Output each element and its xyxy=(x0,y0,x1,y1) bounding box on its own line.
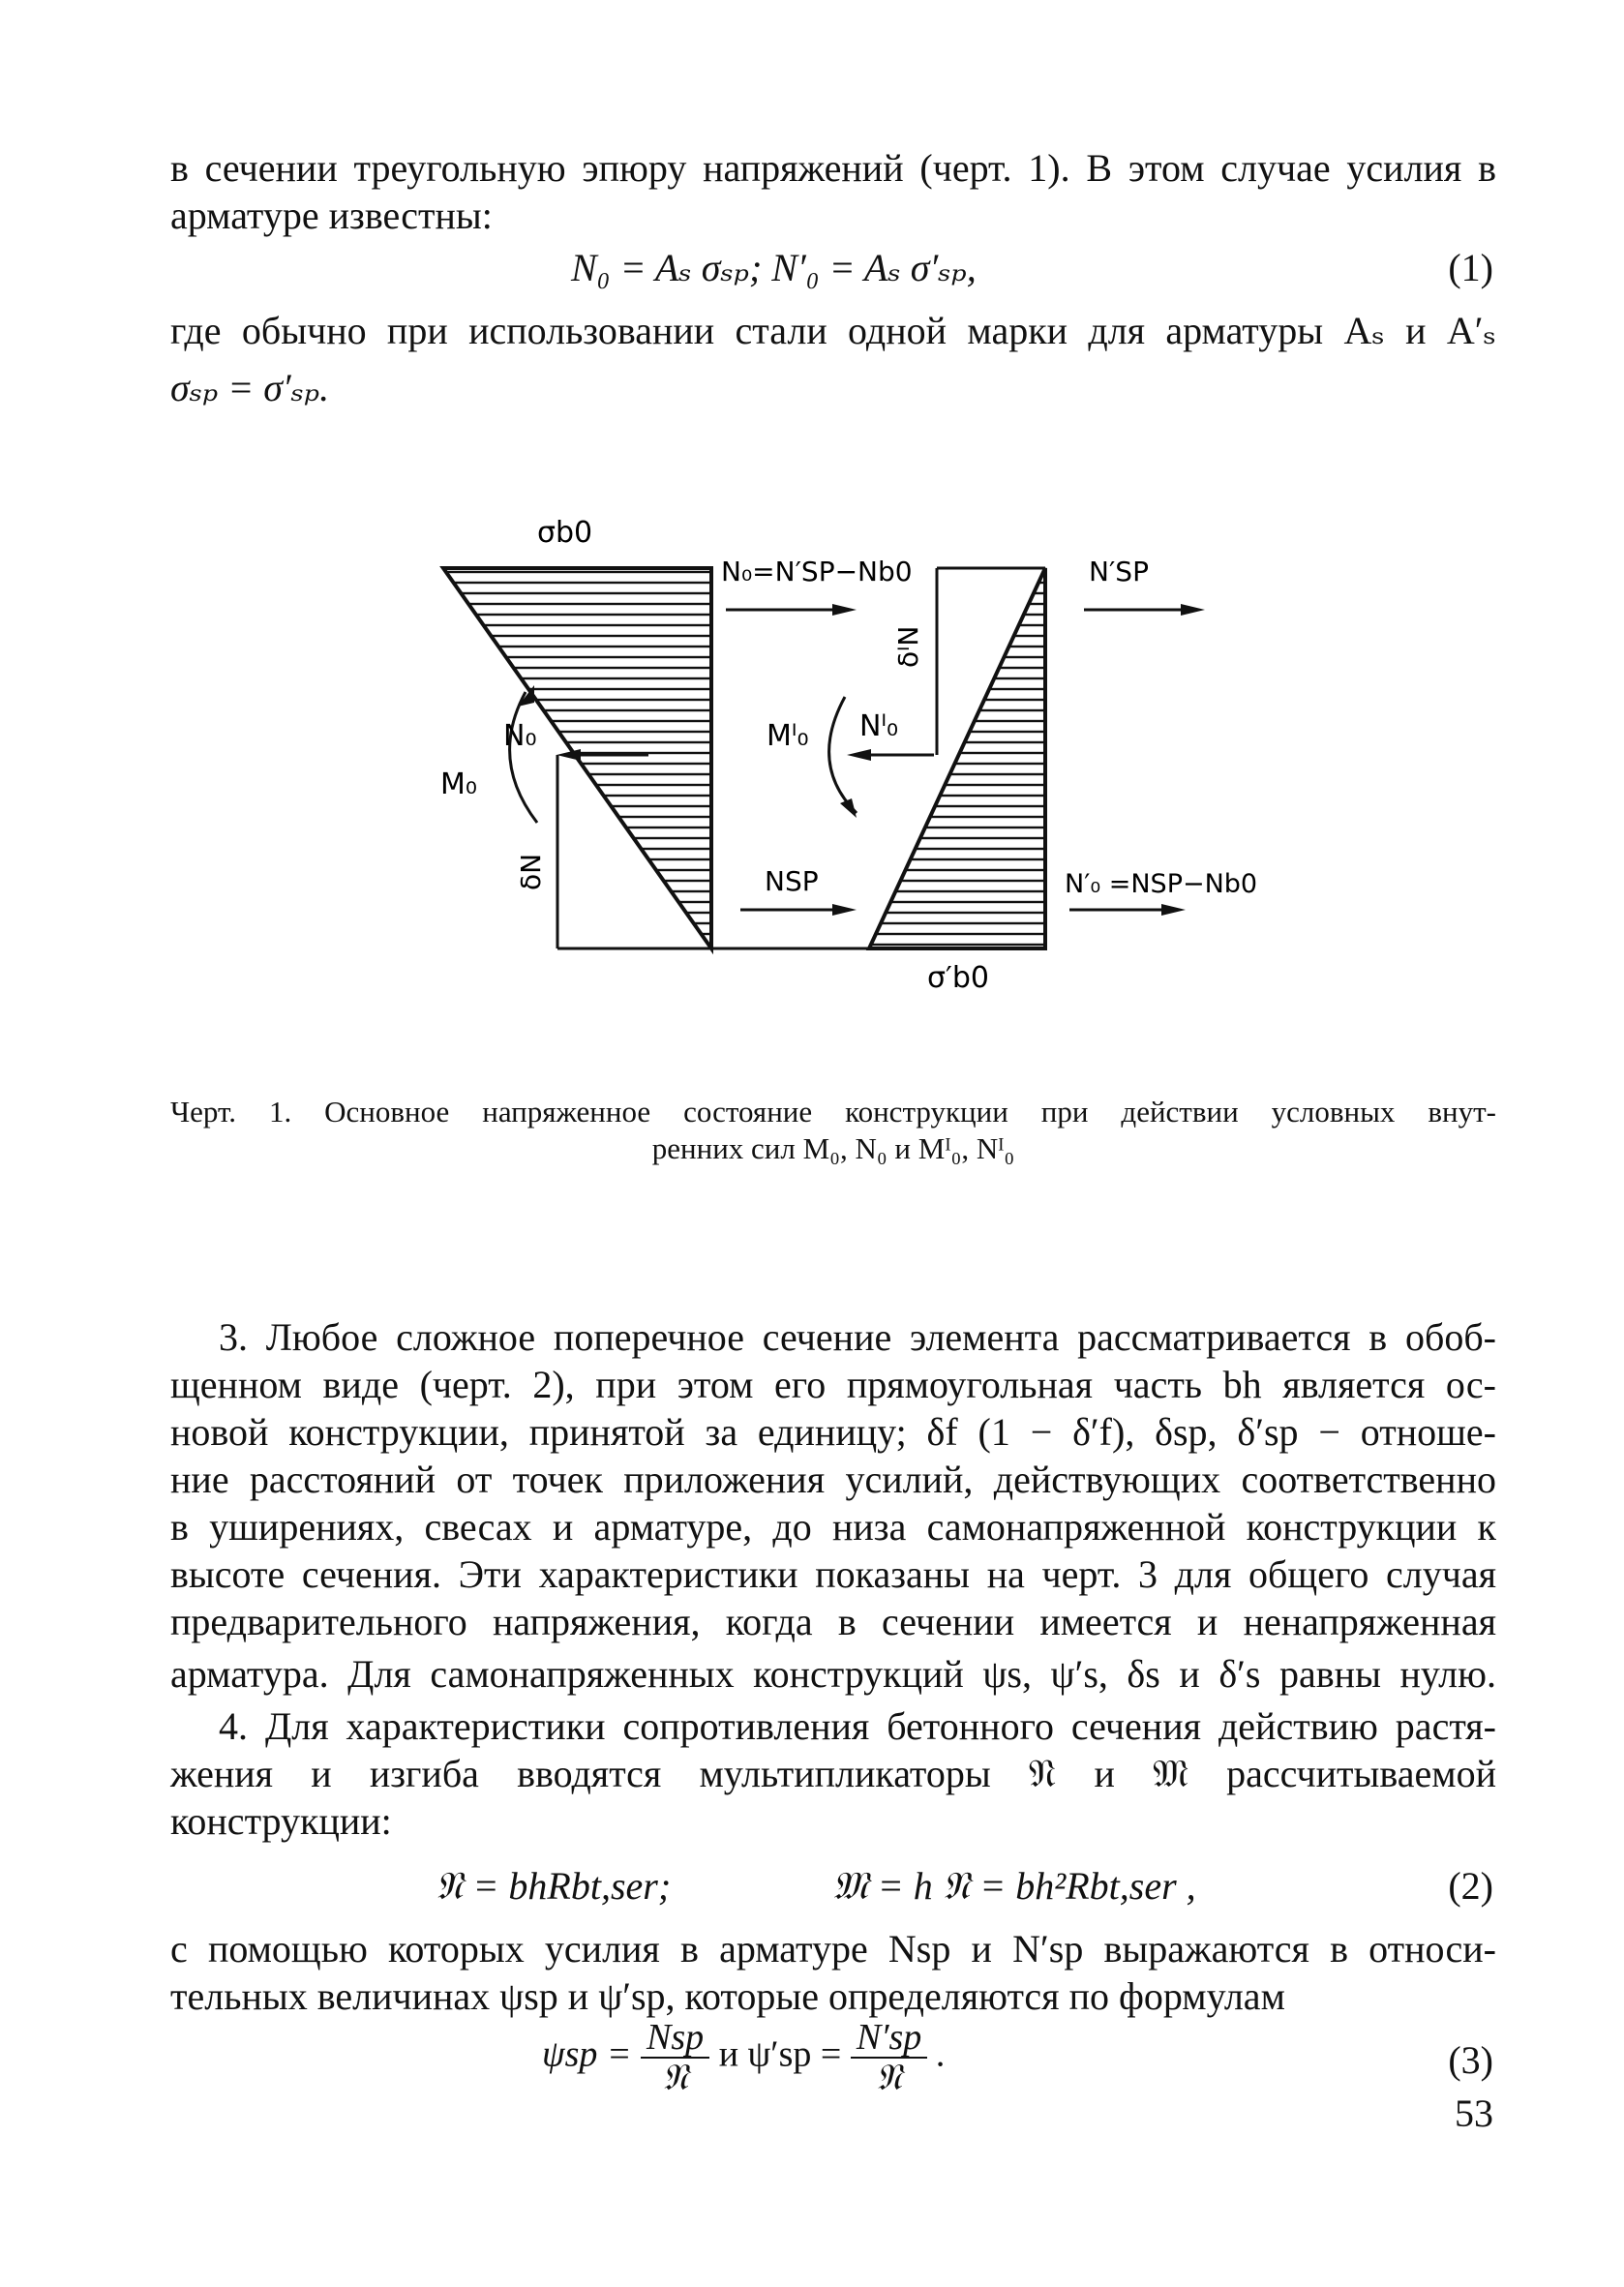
right-stress-triangle xyxy=(869,568,1045,948)
formula-2-right: 𝔐 = h 𝔑 = bh²Rbt,ser , xyxy=(832,1864,1196,1908)
text-line: жения и изгиба вводятся мультипликаторы 𝔑 и 𝔐 рассчитываемой xyxy=(170,1752,1496,1795)
stress-diagram-figure xyxy=(426,503,1258,1007)
equation-number: (1) xyxy=(1448,246,1493,289)
text-line: новой конструкции, принятой за единицу; δf (1 − δ′f), δsp, δ′sp − отноше- xyxy=(170,1410,1496,1454)
label-m0-one: Mᴵ₀ xyxy=(767,719,809,753)
label-n0-one: Nᴵ₀ xyxy=(859,709,899,743)
text-line: щенном виде (черт. 2), при этом его прямоугольная часть bh является ос- xyxy=(170,1363,1496,1406)
text-line: в уширениях, свесах и арматуре, до низа самонапряженной конструкции к xyxy=(170,1505,1496,1549)
text-line: с помощью которых усилия в арматуре Nsp и N′sp выражаются в относи- xyxy=(170,1927,1496,1971)
text-line: предварительного напряжения, когда в сечении имеется и ненапряженная xyxy=(170,1600,1496,1643)
figure-caption: ренних сил M₀, N₀ и Mᴵ₀, Nᴵ₀ xyxy=(651,1131,1015,1165)
label-n-sp: NSP xyxy=(765,865,819,897)
text-line: арматура. Для самонапряженных конструкций ψs, ψ′s, δs и δ′s равны нулю. xyxy=(170,1652,1496,1696)
label-n0-left: N₀ xyxy=(503,719,537,753)
label-m0: M₀ xyxy=(440,767,477,801)
formula-1: N₀ = Aₛ σₛₚ; N′₀ = Aₛ σ′ₛₚ, xyxy=(571,246,977,289)
text-line: σₛₚ = σ′ₛₚ. xyxy=(170,366,330,409)
label-sigma-b0-prime: σ′b0 xyxy=(927,961,989,995)
text-line: где обычно при использовании стали одной марки для арматуры Aₛ и A′ₛ xyxy=(170,309,1496,352)
text-line: 3. Любое сложное поперечное сечение элемента рассматривается в обоб- xyxy=(219,1315,1496,1359)
text-line: конструкции: xyxy=(170,1799,392,1843)
formula-2-left: 𝔑 = bhRbt,ser; xyxy=(436,1864,672,1908)
label-delta-n-right: δᴵN xyxy=(892,625,924,668)
formula-3: ψsp = $\frac{\text{Nsp}}{\text{𝔑}}$ и ψ′sp = $\frac{N'sp}{\text{𝔑}}$ . xyxy=(542,2017,947,2098)
text-line: 4. Для характеристики сопротивления бетонного сечения действию растя- xyxy=(219,1704,1496,1748)
label-n0-top: N₀=N′SP−Nb0 xyxy=(721,556,913,587)
text-line: высоте сечения. Эти характеристики показаны на черт. 3 для общего случая xyxy=(170,1552,1496,1596)
label-n-sp-prime: N′SP xyxy=(1089,556,1149,587)
label-n0-prime-bottom: N′₀ =NSP−Nb0 xyxy=(1065,869,1258,899)
fraction: $\frac{N'sp}{\text{𝔑}}$ xyxy=(851,2018,927,2097)
label-delta-n-left: δN xyxy=(515,853,547,890)
text-line: арматуре известны: xyxy=(170,194,493,237)
text-line: тельных величинах ψsp и ψ′sp, которые определяются по формулам xyxy=(170,1974,1285,2018)
label-sigma-b0: σb0 xyxy=(537,516,593,550)
page-number: 53 xyxy=(1455,2091,1493,2135)
equation-number: (3) xyxy=(1448,2038,1493,2082)
text-line: в сечении треугольную эпюру напряжений (черт. 1). В этом случае усилия в xyxy=(170,146,1496,190)
text-line: ние расстояний от точек приложения усилий, действующих соответственно xyxy=(170,1458,1496,1501)
equation-number: (2) xyxy=(1448,1864,1493,1908)
figure-caption: Черт. 1. Основное напряженное состояние конструкции при действии условных внут- xyxy=(170,1095,1496,1128)
fraction: $\frac{\text{Nsp}}{\text{𝔑}}$ xyxy=(641,2018,709,2097)
